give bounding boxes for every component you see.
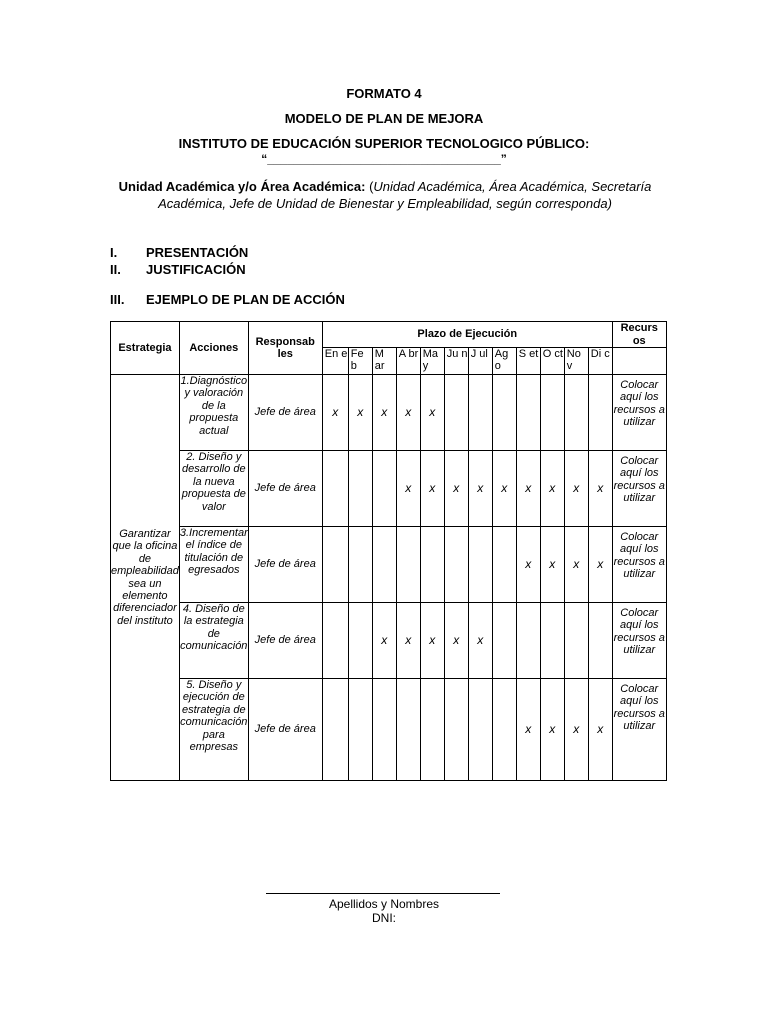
responsable-cell: Jefe de área xyxy=(248,527,322,603)
month-cell xyxy=(492,603,516,679)
month-cell xyxy=(396,679,420,781)
month-cell xyxy=(444,679,468,781)
month-cell: x xyxy=(540,679,564,781)
header-responsables: Responsab les xyxy=(248,322,322,375)
month-cell: x xyxy=(372,375,396,451)
month-cell: x xyxy=(348,375,372,451)
format-number: FORMATO 4 xyxy=(346,86,422,101)
accion-cell: 2. Diseño y desarrollo de la nueva propuesta de valor xyxy=(179,451,248,527)
month-cell xyxy=(588,603,612,679)
month-cell xyxy=(372,679,396,781)
month-cell xyxy=(348,603,372,679)
responsable-cell: Jefe de área xyxy=(248,679,322,781)
document-title: MODELO DE PLAN DE MEJORA xyxy=(284,111,484,126)
signature-line xyxy=(266,893,500,894)
month-cell: x xyxy=(468,603,492,679)
month-cell: x xyxy=(564,679,588,781)
month-cell: x xyxy=(444,603,468,679)
signature-name-label: Apellidos y Nombres xyxy=(328,897,440,911)
section-number: I. xyxy=(110,245,118,260)
month-cell: x xyxy=(492,451,516,527)
responsable-cell: Jefe de área xyxy=(248,375,322,451)
month-cell xyxy=(372,527,396,603)
month-cell xyxy=(348,527,372,603)
month-header: Ag o xyxy=(492,348,516,375)
month-header: O ct xyxy=(540,348,564,375)
month-cell xyxy=(468,527,492,603)
accion-cell: 4. Diseño de la estrategia de comunicación xyxy=(179,603,248,679)
month-cell xyxy=(516,603,540,679)
month-cell xyxy=(420,527,444,603)
table-row xyxy=(111,451,667,527)
month-cell: x xyxy=(396,451,420,527)
month-cell xyxy=(468,679,492,781)
header-plazo: Plazo de Ejecución xyxy=(322,322,612,348)
unidad-paren: ( xyxy=(365,179,374,194)
month-cell xyxy=(540,375,564,451)
month-header: A br xyxy=(396,348,420,375)
month-header: Di c xyxy=(588,348,612,375)
month-header: Ju n xyxy=(444,348,468,375)
accion-cell: 5. Diseño y ejecución de estrategia de comunicación para empresas xyxy=(179,679,248,781)
month-cell: x xyxy=(540,527,564,603)
month-cell xyxy=(348,679,372,781)
institute-name-blank: “___________________________________” xyxy=(261,152,507,166)
unidad-label: Unidad Académica y/o Área Académica: xyxy=(118,179,366,194)
section-number: II. xyxy=(110,262,121,277)
section-justificacion xyxy=(110,262,246,277)
month-cell xyxy=(322,603,348,679)
month-cell xyxy=(492,375,516,451)
recurso-cell: Colocar aquí los recursos a utilizar xyxy=(612,527,666,603)
month-header: No v xyxy=(564,348,588,375)
month-cell: x xyxy=(396,603,420,679)
month-cell xyxy=(468,375,492,451)
responsable-cell: Jefe de área xyxy=(248,603,322,679)
month-cell xyxy=(420,679,444,781)
unidad-academica-line xyxy=(90,178,680,212)
action-plan-table xyxy=(110,321,667,781)
section-title: EJEMPLO DE PLAN DE ACCIÓN xyxy=(146,292,345,307)
month-cell: x xyxy=(444,451,468,527)
month-cell xyxy=(322,679,348,781)
recurso-cell: Colocar aquí los recursos a utilizar xyxy=(612,375,666,451)
month-cell xyxy=(492,527,516,603)
month-cell: x xyxy=(564,527,588,603)
signature-dni-label: DNI: xyxy=(372,911,396,925)
month-cell xyxy=(348,451,372,527)
month-cell: x xyxy=(588,679,612,781)
month-cell xyxy=(516,375,540,451)
month-cell: x xyxy=(468,451,492,527)
month-cell xyxy=(322,527,348,603)
table-row xyxy=(111,679,667,781)
section-plan-accion xyxy=(110,292,345,307)
month-header: S et xyxy=(516,348,540,375)
month-header: M ar xyxy=(372,348,396,375)
month-header: Ma y xyxy=(420,348,444,375)
month-cell: x xyxy=(540,451,564,527)
month-cell xyxy=(322,451,348,527)
month-cell: x xyxy=(516,527,540,603)
recursos-subheader xyxy=(612,348,666,375)
responsable-cell: Jefe de área xyxy=(248,451,322,527)
table-row xyxy=(111,527,667,603)
month-cell: x xyxy=(420,603,444,679)
recurso-cell: Colocar aquí los recursos a utilizar xyxy=(612,451,666,527)
accion-cell: 1.Diagnóstico y valoración de la propuesta actual xyxy=(179,375,248,451)
month-cell: x xyxy=(372,603,396,679)
month-cell xyxy=(492,679,516,781)
table-row xyxy=(111,375,667,451)
recurso-cell: Colocar aquí los recursos a utilizar xyxy=(612,603,666,679)
section-presentacion xyxy=(110,245,248,260)
month-cell xyxy=(396,527,420,603)
header-acciones: Acciones xyxy=(179,322,248,375)
accion-cell: 3.Incrementar el índice de titulación de egresados xyxy=(179,527,248,603)
month-cell xyxy=(444,375,468,451)
section-number: III. xyxy=(110,292,125,307)
month-cell: x xyxy=(516,451,540,527)
section-title: PRESENTACIÓN xyxy=(146,245,249,260)
month-cell: x xyxy=(516,679,540,781)
header-estrategia: Estrategia xyxy=(111,322,180,375)
month-cell: x xyxy=(396,375,420,451)
month-cell xyxy=(444,527,468,603)
month-cell: x xyxy=(564,451,588,527)
month-cell xyxy=(372,451,396,527)
month-header: J ul xyxy=(468,348,492,375)
section-title: JUSTIFICACIÓN xyxy=(146,262,246,277)
month-cell: x xyxy=(420,451,444,527)
recurso-cell: Colocar aquí los recursos a utilizar xyxy=(612,679,666,781)
month-cell xyxy=(540,603,564,679)
month-cell: x xyxy=(588,527,612,603)
month-cell xyxy=(564,603,588,679)
header-recursos: Recurs os xyxy=(612,322,666,348)
month-cell xyxy=(588,375,612,451)
month-header: En e xyxy=(322,348,348,375)
estrategia-cell: Garantizar que la oficina de empleabilidad sea un elemento diferenciador del instituto xyxy=(111,375,180,781)
institute-label: INSTITUTO DE EDUCACIÓN SUPERIOR TECNOLOGICO PÚBLICO: xyxy=(178,136,590,151)
month-header: Fe b xyxy=(348,348,372,375)
month-cell: x xyxy=(588,451,612,527)
table-row xyxy=(111,603,667,679)
month-cell xyxy=(564,375,588,451)
unidad-detail: Unidad Académica, Área Académica, Secretaría Académica, Jefe de Unidad de Bienestar y Empleabilidad, según corresponda) xyxy=(158,179,652,211)
month-cell: x xyxy=(420,375,444,451)
month-cell: x xyxy=(322,375,348,451)
